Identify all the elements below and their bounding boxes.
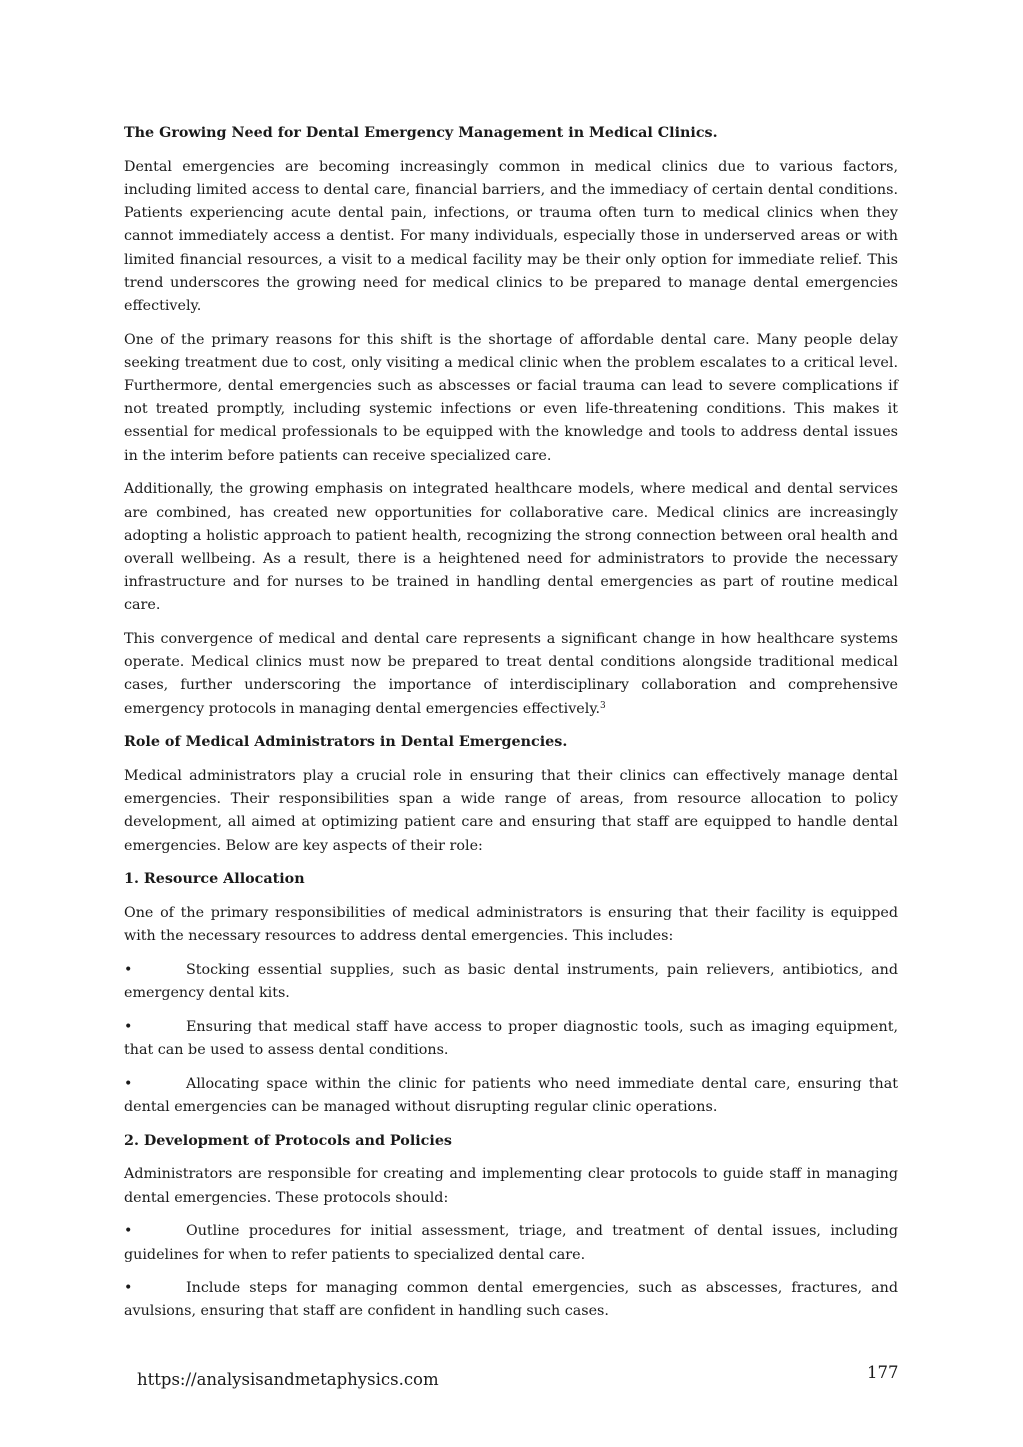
bullet-icon: • xyxy=(124,1280,133,1297)
subsection-title: 2. Development of Protocols and Policies xyxy=(124,1132,452,1149)
list-item xyxy=(124,1073,898,1119)
paragraph: One of the primary reasons for this shift is the shortage of affordable dental care. Many people delay seeking treatment due to cost, only visiting a medical clinic when the problem escalates to a critical level. Furthermore, dental emergencies such as abscesses or facial trauma can lead to severe complications if not treated promptly, including systemic infections or even life-threatening conditions. This makes it essential for medical professionals to be equipped with the knowledge and tools to address dental issues in the interim before patients can receive specialized care. xyxy=(124,331,898,464)
paragraph: Administrators are responsible for creating and implementing clear protocols to guide staff in managing dental emergencies. These protocols should: xyxy=(124,1166,898,1206)
bullet-icon: • xyxy=(124,962,133,978)
list-item xyxy=(124,959,898,1005)
document-body xyxy=(124,122,898,1334)
list-item xyxy=(124,1016,898,1062)
paragraph: Dental emergencies are becoming increasingly common in medical clinics due to various factors, including limited access to dental care, financial barriers, and the immediacy of certain dental conditions. Patients experiencing acute dental pain, infections, or trauma often turn to medical clinics when they cannot immediately access a dentist. For many individuals, especially those in underserved areas or with limited financial resources, a visit to a medical facility may be their only option for immediate relief. This trend underscores the growing need for medical clinics to be prepared to manage dental emergencies effectively. xyxy=(124,158,898,314)
subsection-title: 1. Resource Allocation xyxy=(124,871,305,888)
list-item-text: Ensuring that medical staff have access to proper diagnostic tools, such as imaging equipment, that can be used to assess dental conditions. xyxy=(124,1018,898,1059)
list-item xyxy=(124,1220,898,1266)
bullet-icon: • xyxy=(124,1223,133,1240)
paragraph: Medical administrators play a crucial role in ensuring that their clinics can effectively manage dental emergencies. Their responsibilities span a wide range of areas, from resource allocation to policy development, all aimed at optimizing patient care and ensuring that staff are equipped to handle dental emergencies. Below are key aspects of their role: xyxy=(124,768,898,854)
bullet-icon: • xyxy=(124,1018,133,1035)
list-item xyxy=(124,1277,898,1323)
page-number: 177 xyxy=(867,1363,899,1382)
paragraph: Additionally, the growing emphasis on integrated healthcare models, where medical and dental services are combined, has created new opportunities for collaborative care. Medical clinics are increasingly adopting a holistic approach to patient health, recognizing the strong connection between oral health and overall wellbeing. As a result, there is a heightened need for administrators to provide the necessary infrastructure and for nurses to be trained in handling dental emergencies as part of routine medical care. xyxy=(124,481,898,614)
paragraph-text: This convergence of medical and dental care represents a significant change in how healthcare systems operate. Medical clinics must now be prepared to treat dental conditions alongside traditional medical cases, further underscoring the importance of interdisciplinary collaboration and comprehensive emergency protocols in managing dental emergencies effectively. xyxy=(124,631,898,717)
bullet-icon: • xyxy=(124,1075,133,1092)
list-item-text: Include steps for managing common dental emergencies, such as abscesses, fractures, and avulsions, ensuring that staff are confident in handling such cases. xyxy=(124,1280,898,1320)
reference-marker[interactable]: 3 xyxy=(600,700,606,711)
paragraph: One of the primary responsibilities of medical administrators is ensuring that their facility is equipped with the necessary resources to address dental emergencies. This includes: xyxy=(124,905,898,945)
section-title: The Growing Need for Dental Emergency Management in Medical Clinics. xyxy=(124,125,718,141)
footer-url-link[interactable]: https://analysisandmetaphysics.com xyxy=(137,1370,439,1389)
list-item-text: Outline procedures for initial assessment, triage, and treatment of dental issues, including guidelines for when to refer patients to specialized dental care. xyxy=(124,1223,898,1263)
list-item-text: Stocking essential supplies, such as basic dental instruments, pain relievers, antibiotics, and emergency dental kits. xyxy=(124,962,898,1002)
list-item-text: Allocating space within the clinic for patients who need immediate dental care, ensuring that dental emergencies can be managed without disrupting regular clinic operations. xyxy=(124,1075,898,1116)
section-title: Role of Medical Administrators in Dental Emergencies. xyxy=(124,734,568,751)
paragraph xyxy=(124,628,898,721)
